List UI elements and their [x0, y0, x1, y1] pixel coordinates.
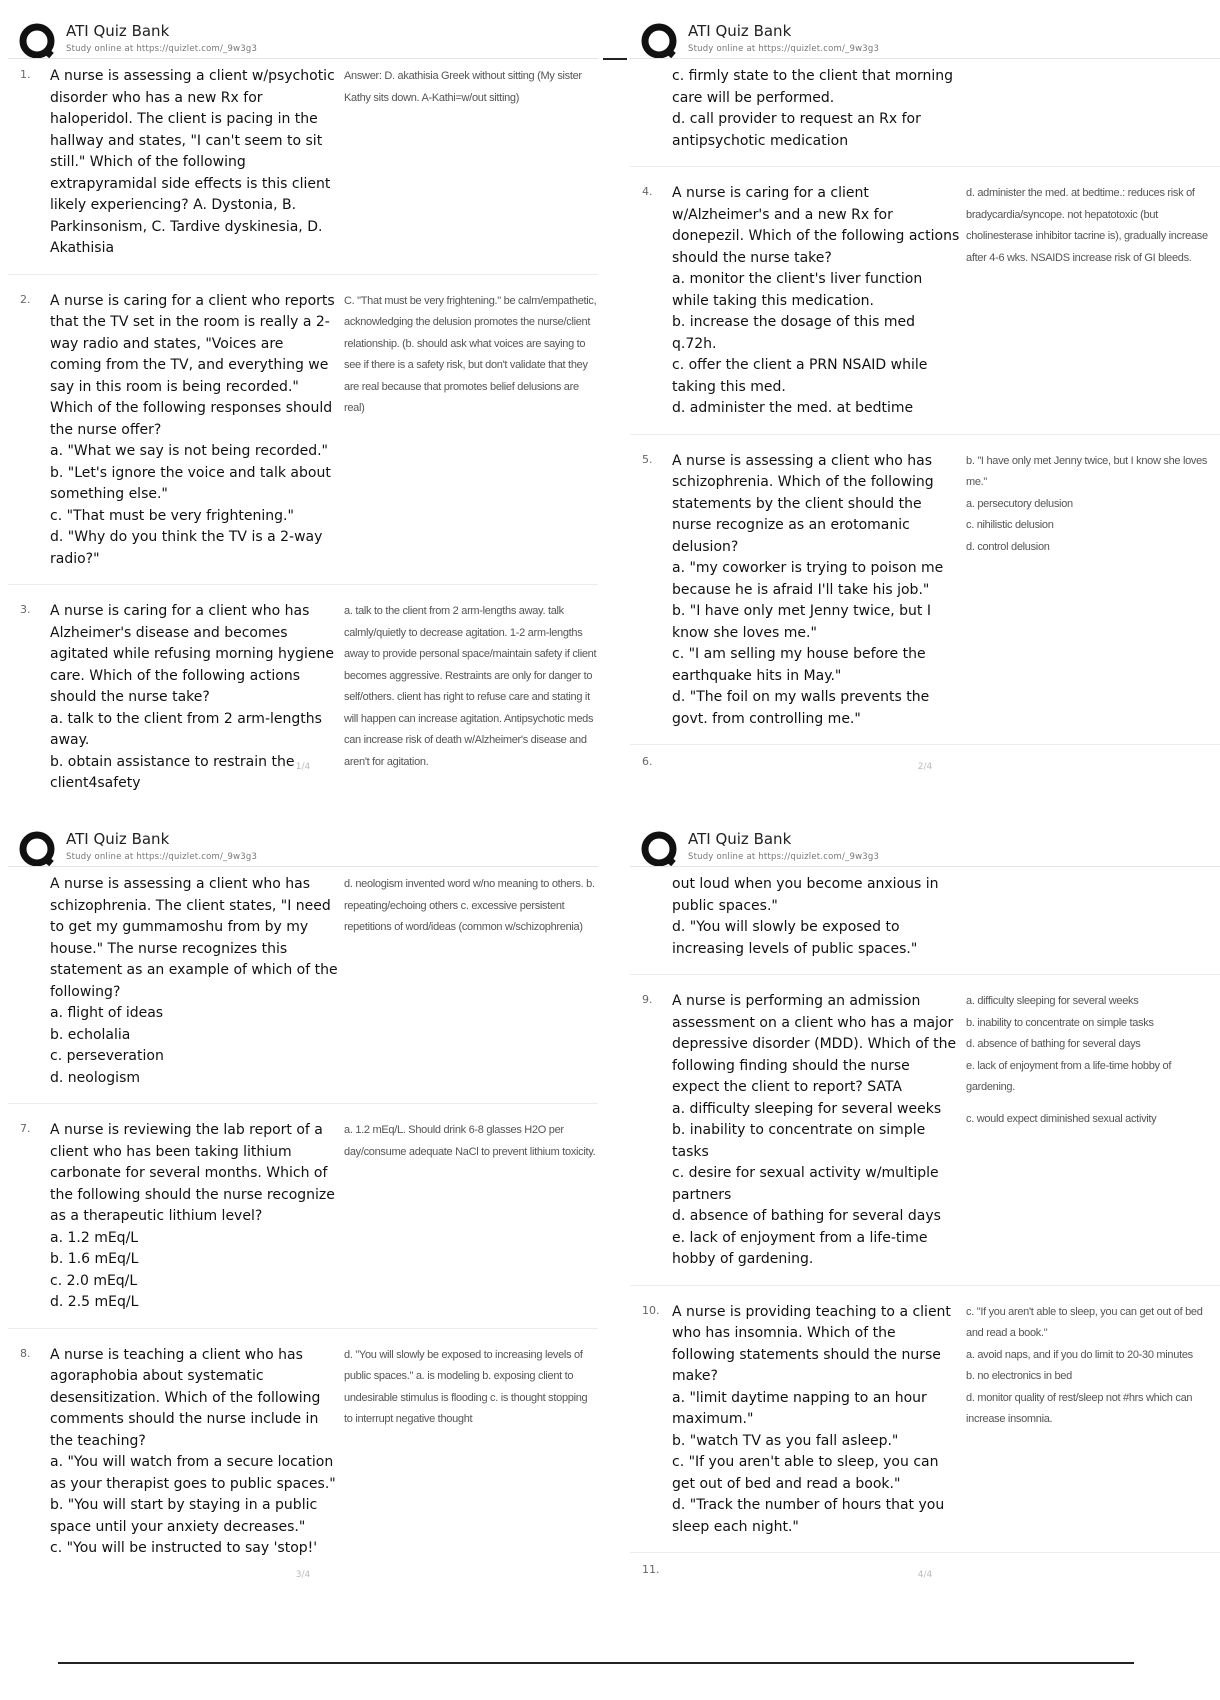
- answer-line: a. talk to the client from 2 arm-lengths away. talk calmly/quietly to decrease agitation. 1-2 arm-lengths away to provide personal space/maintain safety if client becomes aggressive. Restraints are only for danger to self/others. client has right to refuse care and stating it will happen can increase agitation. Antipsychotic meds can increase risk of death w/Alzheimer's disease and aren't for agitation.: [344, 605, 597, 768]
- question-4: [630, 177, 1220, 435]
- question-3-continued: [630, 60, 1220, 167]
- header-divider: [8, 58, 598, 59]
- question-text: A nurse is caring for a client who reports that the TV set in the room is really a 2-way radio and states, "Voices are coming from the TV, and everything we say in this room is being recorded." Which of the following responses should the nurse offer?: [50, 292, 335, 438]
- option: c. desire for sexual activity w/multiple partners: [672, 1165, 939, 1203]
- option: out loud when you become anxious in public spaces.": [672, 876, 939, 914]
- header-divider: [630, 866, 1220, 867]
- header-subtitle: Study online at https://quizlet.com/_9w3g3: [66, 852, 258, 862]
- answer-text: [338, 1345, 598, 1560]
- option: b. 1.6 mEq/L: [50, 1251, 139, 1267]
- question-text: A nurse is teaching a client who has agoraphobia about systematic desensitization. Which of the following comments should the nurse include in the teaching?: [50, 1346, 321, 1449]
- page-4: [630, 818, 1220, 1588]
- answer-line: a. difficulty sleeping for several weeks: [966, 995, 1139, 1007]
- header-subtitle: Study online at https://quizlet.com/_9w3g3: [688, 44, 880, 54]
- question-text: A nurse is assessing a client who has schizophrenia. The client states, "I need to get my gummamoshu from by my house." The nurse recognizes this statement as an example of which of the following?: [50, 876, 338, 1000]
- question-number: 10.: [642, 1303, 660, 1317]
- answer-line: c. nihilistic delusion: [966, 519, 1054, 531]
- quizlet-logo-icon: [18, 22, 58, 62]
- answer-text: [960, 66, 1220, 152]
- answer-text: [338, 1120, 598, 1314]
- answer-line: e. lack of enjoyment from a life-time hobby of gardening.: [966, 1059, 1172, 1093]
- option: a. "What we say is not being recorded.": [50, 443, 328, 459]
- answer-line: b. no electronics in bed: [966, 1370, 1072, 1382]
- quizlet-logo-icon: [640, 830, 680, 870]
- option: a. "my coworker is trying to poison me because he is afraid I'll take his job.": [672, 560, 944, 598]
- question-body: [50, 1345, 338, 1560]
- answer-line: Answer: D. akathisia Greek without sitting (My sister Kathy sits down. A-Kathi=w/out sitting): [344, 70, 582, 104]
- page-header: [630, 10, 1220, 60]
- question-8-continued: [630, 868, 1220, 975]
- question-number-empty: [630, 874, 672, 960]
- header-divider: [8, 866, 598, 867]
- question-body: [672, 66, 960, 152]
- page-number: 3/4: [295, 1570, 311, 1580]
- answer-spacer: [966, 1099, 1220, 1109]
- page-header: [8, 818, 598, 868]
- option: c. "I am selling my house before the earthquake hits in May.": [672, 646, 926, 684]
- answer-line: c. "If you aren't able to sleep, you can get out of bed and read a book.": [966, 1305, 1203, 1339]
- answer-line: C. "That must be very frightening." be calm/empathetic, acknowledging the delusion promotes the nurse/client relationship. (b. should ask what voices are saying to see if there is a safety risk, but don't validate that they are real because that promotes belief delusions are real): [344, 294, 597, 414]
- answer-line: c. would expect diminished sexual activity: [966, 1112, 1157, 1125]
- page-header: [8, 10, 598, 60]
- question-text: A nurse is caring for a client w/Alzheimer's and a new Rx for donepezil. Which of the following actions should the nurse take?: [672, 185, 960, 266]
- question-body: [672, 1302, 960, 1539]
- answer-line: b. "I have only met Jenny twice, but I know she loves me.": [966, 454, 1208, 488]
- option: b. obtain assistance to restrain the client4safety: [50, 753, 295, 791]
- question-7: [8, 1114, 598, 1329]
- option: c. firmly state to the client that morning care will be performed.: [672, 68, 954, 106]
- question-body: [672, 874, 960, 960]
- answer-line: d. monitor quality of rest/sleep not #hrs which can increase insomnia.: [966, 1391, 1193, 1425]
- answer-line: a. persecutory delusion: [966, 497, 1073, 510]
- option: e. lack of enjoyment from a life-time hobby of gardening.: [672, 1229, 928, 1267]
- answer-text: [960, 991, 1220, 1271]
- option: a. "You will watch from a secure location as your therapist goes to public spaces.": [50, 1454, 336, 1492]
- answer-text: [338, 874, 598, 1089]
- header-subtitle: Study online at https://quizlet.com/_9w3g3: [688, 852, 880, 862]
- option: d. "The foil on my walls prevents the govt. from controlling me.": [672, 689, 930, 727]
- question-body: [50, 1120, 338, 1314]
- option: b. increase the dosage of this med q.72h.: [672, 314, 916, 352]
- answer-line: d. absence of bathing for several days: [966, 1038, 1141, 1050]
- answer-line: d. control delusion: [966, 540, 1050, 553]
- separator-dash: [603, 58, 627, 60]
- option: a. "limit daytime napping to an hour maximum.": [672, 1389, 927, 1427]
- question-number: 6.: [642, 755, 653, 768]
- question-text: A nurse is providing teaching to a client who has insomnia. Which of the following statements should the nurse make?: [672, 1303, 951, 1384]
- answer-line: b. inability to concentrate on simple tasks: [966, 1016, 1154, 1029]
- question-text: A nurse is performing an admission assessment on a client who has a major depressive disorder (MDD). Which of the following finding should the nurse expect the client to report? SATA: [672, 993, 957, 1095]
- question-2: [8, 285, 598, 586]
- option: d. "Why do you think the TV is a 2-way radio?": [50, 529, 323, 567]
- page-header: [630, 818, 1220, 868]
- question-body: [50, 291, 338, 571]
- answer-line: d. "You will slowly be exposed to increasing levels of public spaces." a. is modeling b. exposing client to undesirable stimulus is flooding c. is thought stopping to interrupt negative thought: [344, 1348, 588, 1425]
- question-5: [630, 445, 1220, 746]
- answer-text: [960, 1302, 1220, 1539]
- question-10: [630, 1296, 1220, 1554]
- answer-line: a. avoid naps, and if you do limit to 20-30 minutes: [966, 1348, 1193, 1361]
- page-number: 2/4: [917, 762, 933, 772]
- option: b. echolalia: [50, 1026, 131, 1043]
- option: c. "You will be instructed to say 'stop!': [50, 1540, 318, 1556]
- question-3: [8, 595, 598, 809]
- question-number: 5.: [642, 452, 653, 466]
- header-divider: [630, 58, 1220, 59]
- answer-text: [960, 874, 1220, 960]
- option: c. "If you aren't able to sleep, you can get out of bed and read a book.": [672, 1454, 939, 1492]
- option: a. monitor the client's liver function while taking this medication.: [672, 271, 923, 309]
- option: d. administer the med. at bedtime: [672, 400, 914, 416]
- page-3: [8, 818, 598, 1588]
- question-body: [672, 991, 960, 1271]
- question-9: [630, 985, 1220, 1286]
- question-8: [8, 1339, 598, 1574]
- option: d. 2.5 mEq/L: [50, 1294, 139, 1310]
- header-title: ATI Quiz Bank: [688, 830, 792, 848]
- option: b. "Let's ignore the voice and talk about something else.": [50, 464, 331, 502]
- option: d. neologism: [50, 1069, 141, 1086]
- option: a. difficulty sleeping for several weeks: [672, 1100, 942, 1117]
- question-number: 8.: [20, 1346, 31, 1360]
- question-number-empty: [630, 66, 672, 152]
- option: b. "I have only met Jenny twice, but I know she loves me.": [672, 603, 931, 641]
- option: c. "That must be very frightening.": [50, 507, 294, 524]
- question-body: [50, 66, 338, 260]
- question-body: [50, 874, 338, 1089]
- option: d. "You will slowly be exposed to increasing levels of public spaces.": [672, 919, 918, 957]
- answer-text: [338, 291, 598, 571]
- question-number: 3.: [20, 603, 31, 616]
- header-title: ATI Quiz Bank: [688, 22, 792, 40]
- option: d. call provider to request an Rx for antipsychotic medication: [672, 111, 921, 149]
- header-title: ATI Quiz Bank: [66, 22, 170, 40]
- answer-text: [960, 183, 1220, 420]
- header-title: ATI Quiz Bank: [66, 830, 170, 848]
- page-number: 4/4: [917, 1570, 933, 1580]
- quizlet-logo-icon: [640, 22, 680, 62]
- question-text: A nurse is assessing a client who has schizophrenia. Which of the following statements by the client should the nurse recognize as an erotomanic delusion?: [672, 452, 934, 555]
- option: b. "You will start by staying in a public space until your anxiety decreases.": [50, 1497, 318, 1535]
- option: c. 2.0 mEq/L: [50, 1272, 138, 1289]
- option: a. flight of ideas: [50, 1005, 164, 1021]
- answer-line: d. neologism invented word w/no meaning to others. b. repeating/echoing others c. excessive persistent repetitions of word/ideas (common w/schizophrenia): [344, 878, 595, 933]
- question-number: 4.: [642, 185, 653, 198]
- answer-line: d. administer the med. at bedtime.: reduces risk of bradycardia/syncope. not hepatotoxic (but cholinesterase inhibitor tacrine is), gradually increase after 4-6 wks. NSAIDS increase risk of GI bleeds.: [966, 187, 1208, 264]
- answer-line: a. 1.2 mEq/L. Should drink 6-8 glasses H2O per day/consume adequate NaCl to prevent lithium toxicity.: [344, 1124, 596, 1158]
- option: c. offer the client a PRN NSAID while taking this med.: [672, 357, 928, 395]
- bottom-divider: [58, 1662, 1134, 1664]
- option: b. inability to concentrate on simple tasks: [672, 1122, 926, 1160]
- page-2: [630, 10, 1220, 780]
- question-6: [8, 868, 598, 1104]
- header-subtitle: Study online at https://quizlet.com/_9w3g3: [66, 44, 258, 54]
- answer-text: [960, 451, 1220, 731]
- question-body: [672, 451, 960, 731]
- question-number: 1.: [20, 68, 31, 81]
- page-1: [8, 10, 598, 791]
- option: d. absence of bathing for several days: [672, 1208, 941, 1224]
- question-number: 2.: [20, 292, 31, 306]
- question-number: 11.: [642, 1563, 660, 1576]
- answer-text: [338, 66, 598, 260]
- page-number: 1/4: [295, 762, 311, 772]
- question-text: A nurse is caring for a client who has Alzheimer's disease and becomes agitated while refusing morning hygiene care. Which of the following actions should the nurse take?: [50, 603, 335, 705]
- question-number: 9.: [642, 993, 653, 1006]
- option: a. talk to the client from 2 arm-lengths away.: [50, 710, 322, 748]
- question-text: A nurse is reviewing the lab report of a client who has been taking lithium carbonate for several months. Which of the following should the nurse recognize as a therapeutic lithium level?: [50, 1122, 335, 1224]
- question-number: 7.: [20, 1122, 31, 1135]
- question-number: [8, 874, 50, 1089]
- option: c. perseveration: [50, 1048, 164, 1064]
- question-text: A nurse is assessing a client w/psychotic disorder who has a new Rx for haloperidol. The client is pacing in the hallway and states, "I can't seem to sit still." Which of the following extrapyramidal side effects is this client likely experiencing? A. Dystonia, B. Parkinsonism, C. Tardive dyskinesia, D. Akathisia: [50, 68, 335, 256]
- question-body: [672, 183, 960, 420]
- question-1: [8, 60, 598, 275]
- quizlet-logo-icon: [18, 830, 58, 870]
- option: b. "watch TV as you fall asleep.": [672, 1432, 899, 1449]
- option: a. 1.2 mEq/L: [50, 1229, 139, 1246]
- option: d. "Track the number of hours that you sleep each night.": [672, 1497, 945, 1535]
